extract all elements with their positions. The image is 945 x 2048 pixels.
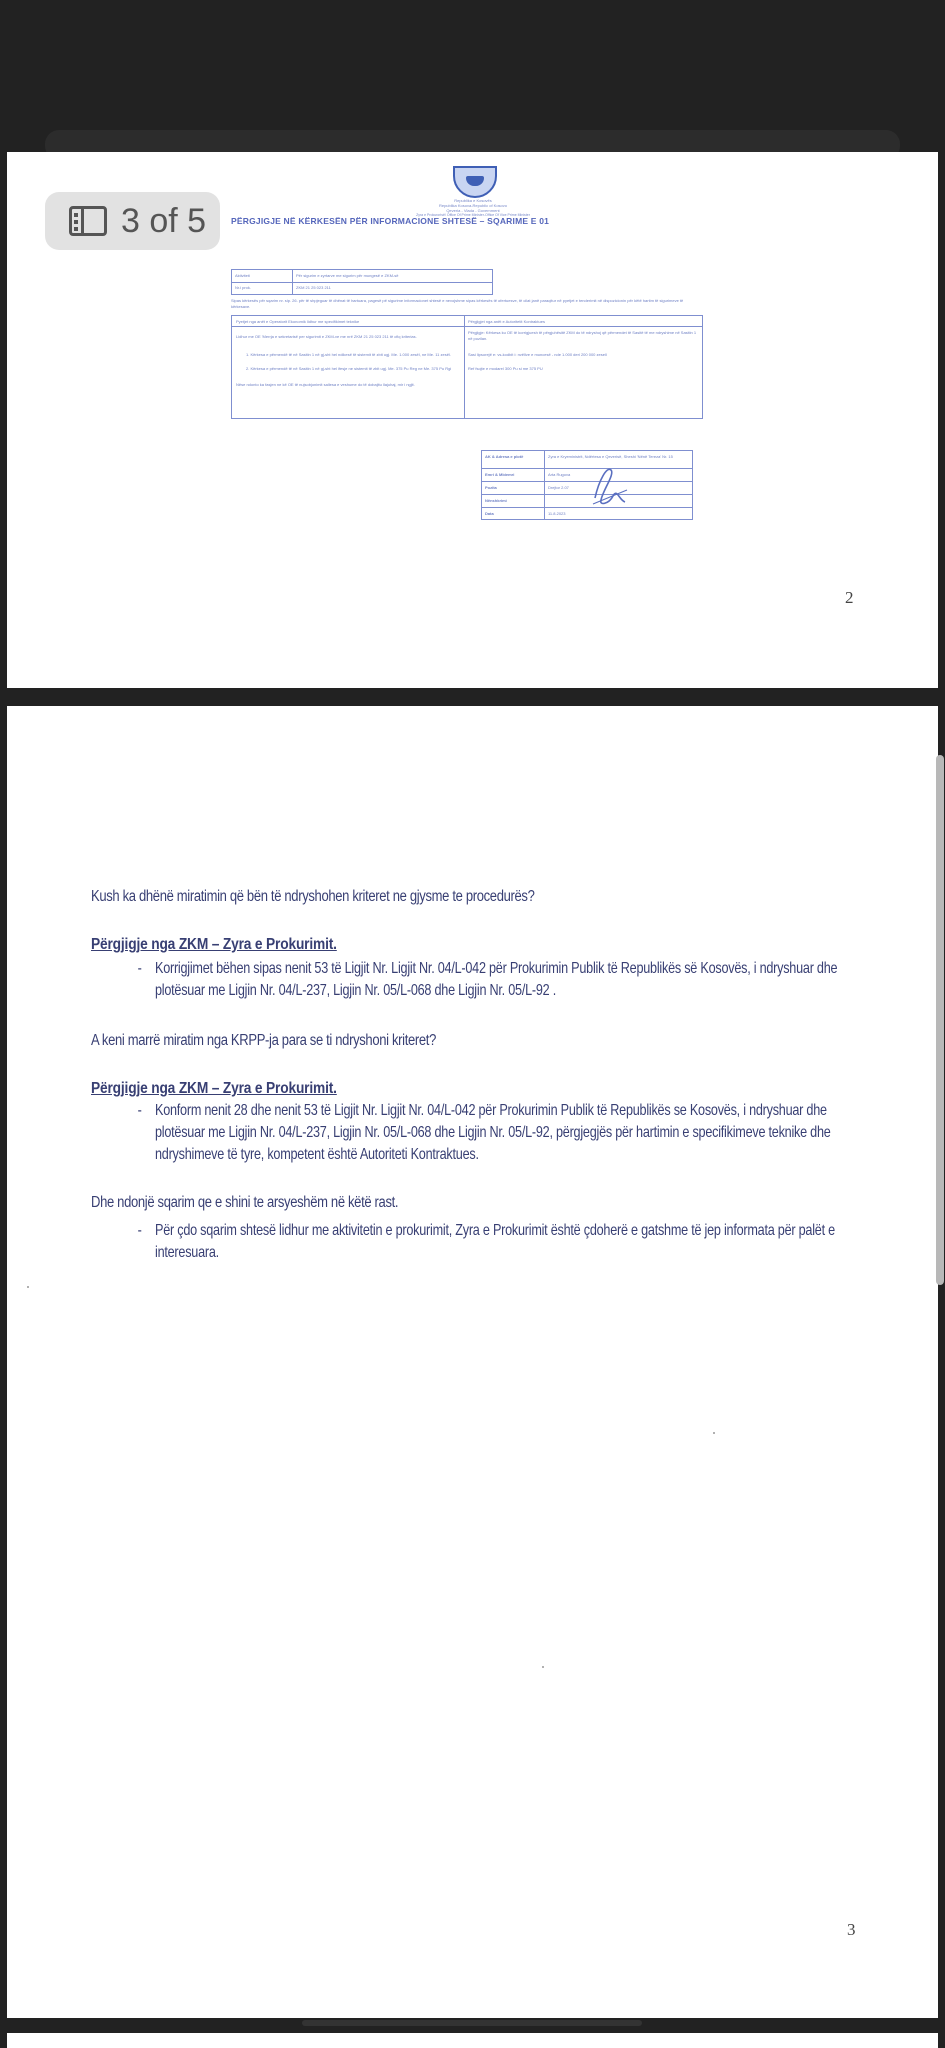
- qa-table: [231, 315, 703, 419]
- document-page-4: [7, 2033, 938, 2048]
- answer-text: Për çdo sqarim shtesë lidhur me aktivitetin e prokurimit, Zyra e Prokurimit është çdoherë e gatshme të jep informata për palët e interesuara.: [155, 1222, 835, 1261]
- header-line: Zyra e Prokurorisë/ Office Of Prime Minister-Office Of Vice Prime Minister: [416, 213, 530, 217]
- top-table: [231, 269, 493, 295]
- signature-table: [481, 450, 693, 520]
- left-header: Pyetjet nga anët e Operatorit Ekonomik lidhur me specifikimet teknike: [236, 319, 360, 324]
- sig-label: Nënshkrimi: [485, 498, 507, 503]
- table-label: Nr.i prok.: [235, 285, 252, 290]
- page-indicator-text: 3 of 5: [121, 201, 207, 240]
- table-value: Për sigurim e zyrtarve me sigurim për mungesë e ZKM-së: [296, 273, 399, 278]
- answer-text: Konform nenit 28 dhe nenit 53 të Ligjit Nr. Ligjit Nr. 04/L-042 për Prokurimin Publik të Republikës se Kosovës, i ndryshuar dhe plotësuar me Ligjin Nr. 04/L-237, Ligjin Nr. 05/L-068 dhe Ligjin Nr. 05/L-92, përgjegjës për hartimin e specifikimeve teknike dhe ndryshimeve të tyre, kompetent është Autoriteti Kontraktues.: [155, 1102, 831, 1163]
- sig-label: Emri & Mbiemri: [485, 472, 515, 477]
- document-page-3: [7, 706, 938, 2018]
- sig-value: Drejtor 2.07: [548, 485, 569, 490]
- vertical-scrollbar[interactable]: [936, 755, 944, 1285]
- answer-text: Korrigjimet bëhen sipas nenit 53 të Ligjit Nr. Ligjit Nr. 04/L-042 për Prokurimin Publik të Republikës së Kosovës, i ndryshuar dhe plotësuar me Ligjin Nr. 04/L-237, Ligjin Nr. 05/L-068 dhe Ligjin Nr. 05/L-92 .: [155, 960, 838, 999]
- page-indicator[interactable]: [45, 192, 220, 250]
- header-line: Republika Kosova-Republic of Kosovo: [438, 203, 508, 208]
- scan-speck: [542, 1666, 544, 1668]
- scan-speck: [27, 1286, 29, 1288]
- right-header: Përgjigjet nga anët e Autoritetit Kontraktues: [468, 319, 545, 324]
- kosovo-emblem-icon: [453, 166, 497, 198]
- answer-heading: Përgjigje nga ZKM – Zyra e Prokurimit.: [91, 1080, 337, 1097]
- scan-speck: [713, 1432, 715, 1434]
- question-text: A keni marrë miratim nga KRPP-ja para se ti ndryshoni kriteret?: [91, 1032, 436, 1049]
- scan-title: PËRGJIGJE NË KËRKESËN PËR INFORMACIONE SHTESË – SQARIME E 01: [231, 216, 550, 226]
- answer-1: [91, 936, 881, 999]
- left-body-line: Lidhur me OE 'Merrja e sekretarisë per sigurimit e ZKM-ve me nrë ZKM 21 25 023 211 të cfiq kriterias.: [236, 334, 417, 339]
- home-indicator[interactable]: [302, 2020, 642, 2026]
- answer-bullet: [137, 958, 850, 1002]
- bullet-dash: -: [137, 1222, 142, 1239]
- question-2: [91, 1032, 881, 1050]
- question-1: [91, 888, 881, 906]
- left-body-line: Nëse ndonto ka fasjen ne kë OE të nujsobjonimit sallesa e veshume do të dobajitu llajuhaj, mir i ngjit.: [236, 382, 415, 387]
- answer-2: [91, 1080, 881, 1163]
- scanned-document: [215, 160, 705, 570]
- question-text: Dhe ndonjë sqarim qe e shini te arsyeshëm në këtë rast.: [91, 1194, 399, 1211]
- question-text: Kush ka dhënë miratimin që bën të ndryshohen kriteret ne gjysme te procedurës?: [91, 888, 535, 905]
- answer-bullet: [137, 1220, 850, 1264]
- sidebar-icon[interactable]: [69, 206, 107, 236]
- bullet-dash: -: [137, 960, 142, 977]
- right-body-line: Ref fsojte e modarel 300 Pu si me 375 PU: [468, 366, 543, 371]
- sig-value: 11.8.2023: [548, 511, 566, 516]
- table-label: Aktiviteti: [235, 273, 250, 278]
- page-number: 3: [847, 1920, 856, 1939]
- table-value: ZKM 21 25 023 211: [296, 285, 331, 290]
- left-body-line: 1. Kërkesa e përmendë të në Sasitin 1 në gj-sht hel ndikesë të sistemit të zbit ugj. Me. 1.000 zesël, ne Me. 11 zesël.: [246, 352, 451, 357]
- sig-label: Pozita: [485, 485, 497, 490]
- bullet-dash: -: [137, 1102, 142, 1119]
- header-line: Republika e Kosovës: [454, 198, 492, 203]
- intro-text: Sipas kërkesës për sqarim nr. sip. 26. për të shpjeguar të dhënat të hartuara, pagesë pë sigurime informacionet shtesë e nevojshme sipas kërkesës të ofertuesve, të cilat janë paraqitur në pyetjet e tenderimit në dispozicionin për këtë hartim të sigurimeve të kërkesave.: [231, 298, 684, 309]
- header-line: Qeveria - Vlada - Government: [446, 208, 500, 213]
- answer-bullet: [137, 1100, 850, 1166]
- sig-value: Zyra e Kryeministrit, Ndërtesa e Qeverisë, Sheshi 'Nënë Tereza' Nr. 15: [548, 454, 673, 459]
- question-3: [91, 1194, 881, 1212]
- right-body-line: Përgjigje: Kërkesa ku OE të korrigjuesh të përgjuhësitë ZKM do të ndryshoj që përmendet të Sasitë të me ndryshime në Sasitin 1 në pozilan.: [468, 330, 697, 341]
- sig-label: AK & Adresa e plotë: [485, 454, 524, 459]
- left-body-line: 2. Kërkesa e përmendë të në Sasitin 1 në gj-sht hel ifesje ne sistemit të zbit ugj. Me. 375 Pu Reg ne Me. 375 Pu Rgi: [246, 366, 452, 371]
- answer-heading: Përgjigje nga ZKM – Zyra e Prokurimit.: [91, 936, 337, 953]
- sig-value: Arta Rugova: [548, 472, 571, 477]
- right-body-line: Sasi lipsorejë e: vs-kodbit i: nvëllve e muncesë - nde 1.000 deri 200 000 zesell: [468, 352, 607, 357]
- page-number: 2: [845, 588, 854, 607]
- signature-icon: [589, 460, 629, 508]
- sig-label: Data: [485, 511, 494, 516]
